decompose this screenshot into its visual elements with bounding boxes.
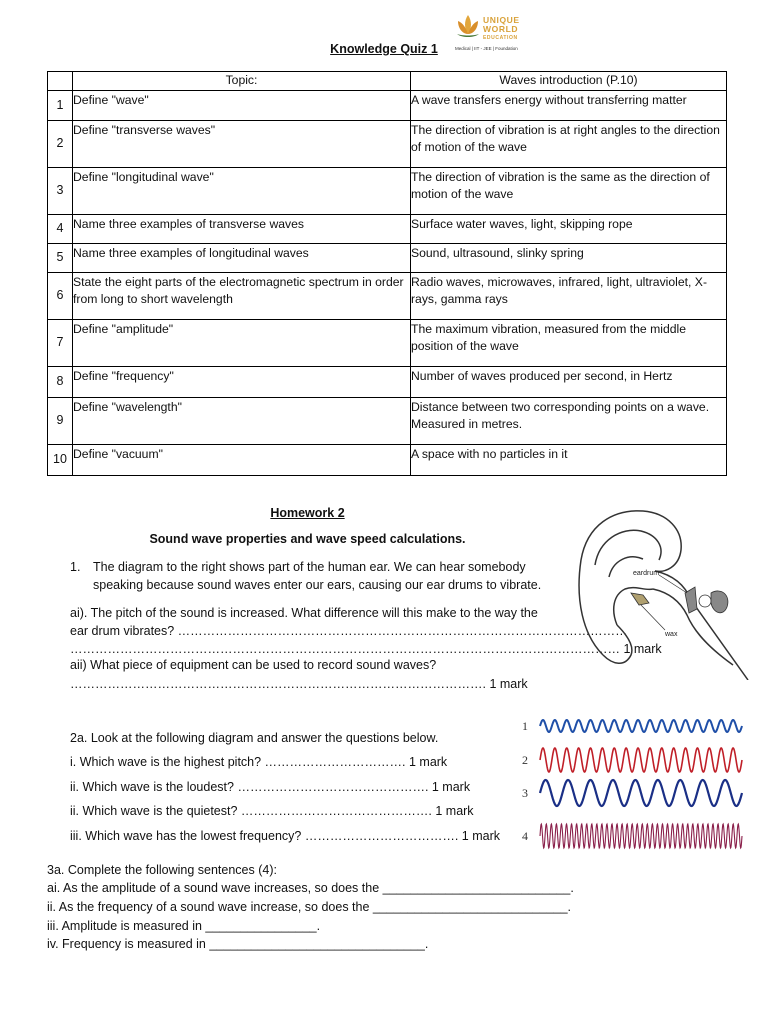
table-row <box>48 319 727 366</box>
row-question: Define "wavelength" <box>73 397 411 444</box>
q2-i-text: i. Which wave is the highest pitch? ……………………………. 1 mark <box>70 755 448 769</box>
row-question: Define "vacuum" <box>73 444 411 475</box>
row-number: 2 <box>48 120 73 167</box>
q1-ai-line1: ai). The pitch of the sound is increased. What difference will this make to the way the <box>70 606 538 620</box>
row-question: Name three examples of transverse waves <box>73 214 411 243</box>
row-number: 10 <box>48 444 73 475</box>
table-row <box>48 167 727 214</box>
q3-iv-text: iv. Frequency is measured in _______________________________. <box>47 937 429 951</box>
q1-text-line1: The diagram to the right shows part of the human ear. We can hear somebody <box>93 560 526 574</box>
waves-diagram <box>516 712 746 855</box>
row-number: 3 <box>48 167 73 214</box>
row-question: State the eight parts of the electromagnetic spectrum in order from long to short wavelength <box>73 272 411 319</box>
row-answer: The direction of vibration is at right angles to the direction of motion of the wave <box>411 120 727 167</box>
wave-1 <box>540 720 742 732</box>
row-answer: Surface water waves, light, skipping rope <box>411 214 727 243</box>
q3-ai-text: ai. As the amplitude of a sound wave increases, so does the ___________________________. <box>47 881 574 895</box>
q3-ii-text: ii. As the frequency of a sound wave increase, so does the ____________________________. <box>47 900 572 914</box>
quiz-table <box>47 71 727 476</box>
row-answer: Sound, ultrasound, slinky spring <box>411 243 727 272</box>
table-row <box>48 366 727 397</box>
row-number: 8 <box>48 366 73 397</box>
q1-text-line2: speaking because sound waves enter our ears, causing our ear drums to vibrate. <box>93 578 542 592</box>
wave-4 <box>540 824 742 848</box>
wave-label-3: 3 <box>522 786 528 800</box>
q1-ai-line3: …………………………………………………………………………………………………………………… 1 mark <box>70 642 662 656</box>
q2-iii-text: iii. Which wave has the lowest frequency? ………………………………. 1 mark <box>70 829 500 843</box>
q1-number: 1. <box>70 560 81 574</box>
q1-aii-line1: aii) What piece of equipment can be used to record sound waves? <box>70 658 437 672</box>
homework-title: Homework 2 <box>270 506 345 520</box>
q1-aii-line2: ………………………………………………………………………………………. 1 mark <box>70 677 528 691</box>
row-number: 4 <box>48 214 73 243</box>
logo-wordmark: UNIQUE WORLD EDUCATION <box>483 15 520 41</box>
row-number: 6 <box>48 272 73 319</box>
row-number: 5 <box>48 243 73 272</box>
q2-ii-text: ii. Which wave is the loudest? ………………………………………. 1 mark <box>70 780 471 794</box>
table-row <box>48 272 727 319</box>
q1-ai-line2: ear drum vibrates? ……………………………………………………………………………………………… <box>70 624 628 638</box>
table-row <box>48 243 727 272</box>
row-question: Define "frequency" <box>73 366 411 397</box>
row-question: Define "longitudinal wave" <box>73 167 411 214</box>
row-answer: Distance between two corresponding points on a wave. Measured in metres. <box>411 397 727 444</box>
logo-tagline: Medical | IIT - JEE | Foundation <box>455 46 518 51</box>
wave-label-2: 2 <box>522 753 528 767</box>
q3a-text: 3a. Complete the following sentences (4): <box>47 863 277 877</box>
row-question: Name three examples of longitudinal waves <box>73 243 411 272</box>
row-answer: A space with no particles in it <box>411 444 727 475</box>
row-answer: Number of waves produced per second, in Hertz <box>411 366 727 397</box>
row-answer: A wave transfers energy without transferring matter <box>411 90 727 120</box>
row-answer: The direction of vibration is the same as the direction of motion of the wave <box>411 167 727 214</box>
q3-iii-text: iii. Amplitude is measured in ________________. <box>47 919 321 933</box>
table-row <box>48 444 727 475</box>
wave-2 <box>540 748 742 772</box>
q2-ii-quietest-text: ii. Which wave is the quietest? ………………………………………. 1 mark <box>70 804 474 818</box>
table-header-row <box>48 72 727 91</box>
homework-subtitle: Sound wave properties and wave speed calculations. <box>149 532 466 546</box>
row-number: 1 <box>48 90 73 120</box>
table-row <box>48 214 727 243</box>
row-answer: Radio waves, microwaves, infrared, light, ultraviolet, X-rays, gamma rays <box>411 272 727 319</box>
wave-label-1: 1 <box>522 719 528 733</box>
eardrum-label: eardrum <box>633 570 660 577</box>
row-question: Define "wave" <box>73 90 411 120</box>
header-number <box>48 72 73 91</box>
row-number: 7 <box>48 319 73 366</box>
row-question: Define "transverse waves" <box>73 120 411 167</box>
table-row <box>48 90 727 120</box>
ear-diagram <box>573 505 756 680</box>
row-question: Define "amplitude" <box>73 319 411 366</box>
wax-label: wax <box>665 631 678 638</box>
lotus-icon <box>455 12 481 44</box>
header-answer: Waves introduction (P.10) <box>411 72 727 91</box>
header-topic: Topic: <box>73 72 411 91</box>
table-row <box>48 397 727 444</box>
wave-3 <box>540 780 742 806</box>
row-answer: The maximum vibration, measured from the middle position of the wave <box>411 319 727 366</box>
q2a-text: 2a. Look at the following diagram and answer the questions below. <box>70 731 439 745</box>
table-row <box>48 120 727 167</box>
wave-label-4: 4 <box>522 829 528 843</box>
quiz-title: Knowledge Quiz 1 <box>330 42 438 56</box>
row-number: 9 <box>48 397 73 444</box>
